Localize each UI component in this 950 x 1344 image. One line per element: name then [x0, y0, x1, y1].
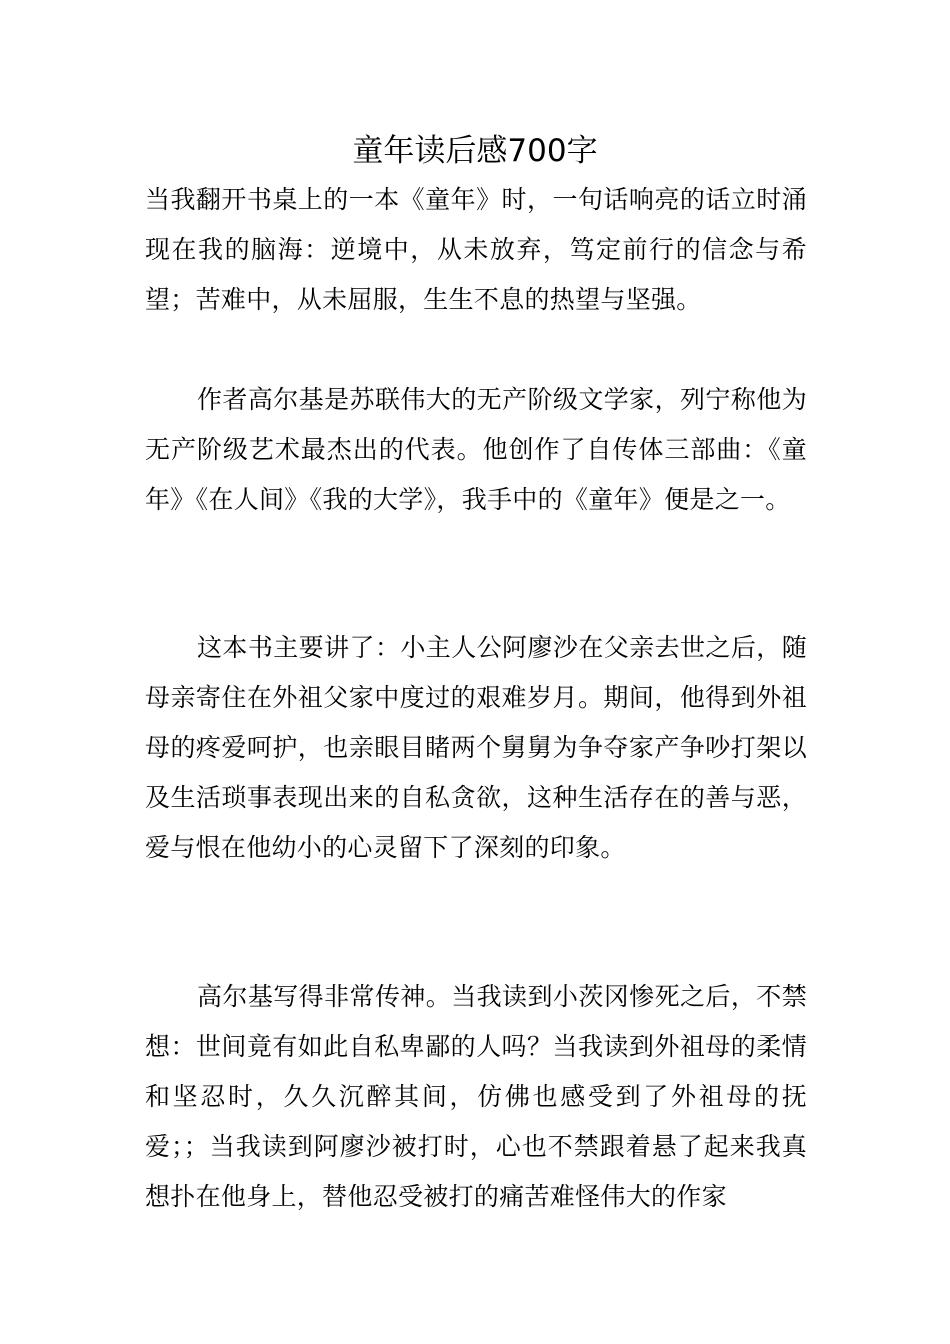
- paragraph-intro: 当我翻开书桌上的一本《童年》时，一句话响亮的话立时涌现在我的脑海：逆境中，从未放弃，笃定前行的信念与希望；苦难中，从未屈服，生生不息的热望与坚强。: [145, 185, 807, 314]
- document-title: 童年读后感700字: [352, 133, 598, 169]
- paragraph-author: 作者高尔基是苏联伟大的无产阶级文学家，列宁称他为无产阶级艺术最杰出的代表。他创作了自传体三部曲：《童年》《在人间》《我的大学》，我手中的《童年》便是之一。: [145, 385, 807, 514]
- paragraph-summary: 这本书主要讲了：小主人公阿廖沙在父亲去世之后，随母亲寄住在外祖父家中度过的艰难岁月。期间，他得到外祖母的疼爱呵护，也亲眼目睹两个舅舅为争夺家产争吵打架以及生活琐事表现出来的自私贪欲，这种生活存在的善与恶，爱与恨在他幼小的心灵留下了深刻的印象。: [145, 633, 807, 862]
- paragraph-reflection: 高尔基写得非常传神。当我读到小茨冈惨死之后，不禁想：世间竟有如此自私卑鄙的人吗？当我读到外祖母的柔情和坚忍时，久久沉醉其间，仿佛也感受到了外祖母的抚爱；；当我读到阿廖沙被打时，心也不禁跟着悬了起来我真想扑在他身上，替他忍受被打的痛苦难怪伟大的作家: [145, 982, 807, 1211]
